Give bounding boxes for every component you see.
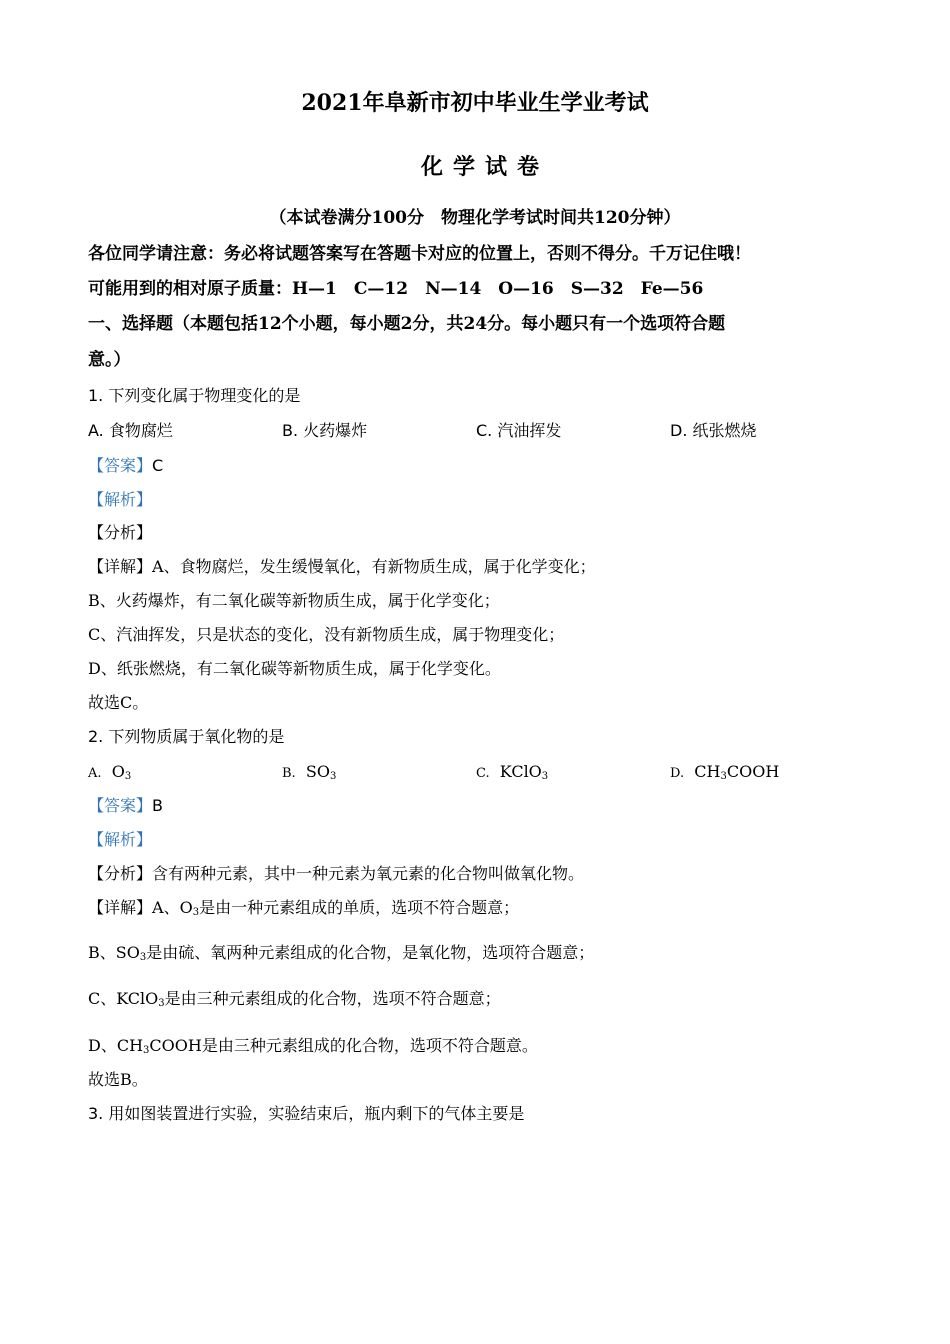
- detail-text: A、食物腐烂，发生缓慢氧化，有新物质生成，属于化学变化；: [152, 557, 596, 576]
- option-letter: D.: [670, 766, 685, 781]
- option-letter: A.: [88, 766, 102, 781]
- q2-fenxi: [88, 864, 584, 884]
- question-3-stem: [88, 1104, 524, 1124]
- q1-option-d: [670, 421, 757, 441]
- formula-pre: KClO: [499, 762, 542, 781]
- q2-option-b: [282, 762, 336, 784]
- q2-option-d: [670, 762, 779, 784]
- q1-detail-b: B、火药爆炸，有二氧化碳等新物质生成，属于化学变化；: [88, 591, 500, 610]
- question-number: 2.: [88, 727, 104, 746]
- formula-post: COOH: [726, 762, 780, 781]
- notice: 各位同学请注意：务必将试题答案写在答题卡对应的位置上，否则不得分。千万记住哦！: [88, 244, 751, 264]
- option-text: 火药爆炸: [303, 421, 368, 440]
- q1-option-a: [88, 421, 173, 441]
- option-letter: A.: [88, 421, 104, 440]
- q1-detail-c: C、汽油挥发，只是状态的变化，没有新物质生成，属于物理变化；: [88, 625, 565, 644]
- section-heading-line1: 一、选择题（本题包括12个小题，每小题2分，共24分。每小题只有一个选项符合题: [88, 314, 726, 334]
- option-letter: B.: [282, 421, 299, 440]
- detail-pre: C、KClO: [88, 989, 159, 1008]
- question-text: 用如图装置进行实验，实验结束后，瓶内剩下的气体主要是: [108, 1104, 525, 1123]
- q1-fenxi: 【分析】: [88, 523, 153, 542]
- detail-post: COOH是由三种元素组成的化合物，选项不符合题意。: [149, 1036, 538, 1055]
- formula-sub: 3: [124, 771, 132, 782]
- q1-option-b: [282, 421, 367, 441]
- q1-detail-a: [88, 557, 596, 577]
- detail-sub: 3: [143, 1045, 150, 1056]
- question-number: 1.: [88, 386, 104, 405]
- detail-tag: 【详解】: [88, 557, 153, 576]
- q1-option-c: [476, 421, 561, 441]
- formula-pre: SO: [305, 762, 330, 781]
- atomic-mass: 可能用到的相对原子质量：H—1 C—12 N—14 O—16 S—32 Fe—56: [88, 279, 704, 299]
- detail-post: 是由硫、氧两种元素组成的化合物，是氧化物，选项符合题意；: [146, 943, 595, 962]
- question-1-stem: [88, 386, 300, 406]
- detail-sub: 3: [158, 998, 165, 1009]
- question-number: 3.: [88, 1104, 104, 1123]
- detail-pre: B、SO: [88, 943, 140, 962]
- q2-detail-a: [88, 898, 519, 918]
- question-text: 下列变化属于物理变化的是: [108, 386, 301, 405]
- option-letter: B.: [282, 766, 296, 781]
- answer-value: C: [152, 456, 164, 475]
- answer-value: B: [152, 796, 163, 815]
- detail-post: 是由三种元素组成的化合物，选项不符合题意；: [164, 989, 501, 1008]
- q2-option-c: [476, 762, 548, 784]
- section-heading-line2: 意。）: [88, 350, 131, 370]
- question-text: 下列物质属于氧化物的是: [108, 727, 285, 746]
- q1-answer: [88, 456, 163, 476]
- detail-pre: D、CH: [88, 1036, 144, 1055]
- option-text: 汽油挥发: [497, 421, 562, 440]
- fenxi-tag: 【分析】: [88, 864, 153, 883]
- q2-detail-c: [88, 989, 501, 1009]
- exam-title: 2021年阜新市初中毕业生学业考试: [301, 90, 649, 116]
- formula-sub: 3: [329, 771, 337, 782]
- answer-tag: 【答案】: [88, 796, 153, 815]
- q1-analysis-tag: 【解析】: [88, 490, 153, 509]
- formula-pre: O: [111, 762, 125, 781]
- option-text: 食物腐烂: [108, 421, 173, 440]
- fenxi-text: 含有两种元素，其中一种元素为氧元素的化合物叫做氧化物。: [152, 864, 585, 883]
- formula-pre: CH: [694, 762, 721, 781]
- detail-tag: 【详解】: [88, 898, 153, 917]
- q1-detail-d: D、纸张燃烧，有二氧化碳等新物质生成，属于化学变化。: [88, 659, 501, 678]
- detail-post: 是由一种元素组成的单质，选项不符合题意；: [199, 898, 520, 917]
- q2-conclusion: 故选B。: [88, 1070, 148, 1089]
- detail-sub: 3: [192, 907, 200, 918]
- q2-analysis-tag: 【解析】: [88, 830, 153, 849]
- answer-tag: 【答案】: [88, 456, 153, 475]
- q2-detail-d: [88, 1036, 538, 1056]
- option-letter: C.: [476, 421, 493, 440]
- exam-note: （本试卷满分100分 物理化学考试时间共120分钟）: [269, 208, 681, 228]
- formula-sub: 3: [720, 771, 727, 782]
- formula-sub: 3: [541, 771, 549, 782]
- q2-answer: [88, 796, 163, 816]
- detail-pre: A、O: [152, 898, 193, 917]
- detail-sub: 3: [139, 952, 147, 963]
- q1-conclusion: 故选C。: [88, 693, 149, 712]
- q2-detail-b: [88, 943, 594, 963]
- option-letter: D.: [670, 421, 688, 440]
- question-2-stem: [88, 727, 284, 747]
- q2-option-a: [88, 762, 131, 784]
- subject-title: 化学试卷: [420, 154, 549, 180]
- option-text: 纸张燃烧: [692, 421, 757, 440]
- option-letter: C.: [476, 766, 490, 781]
